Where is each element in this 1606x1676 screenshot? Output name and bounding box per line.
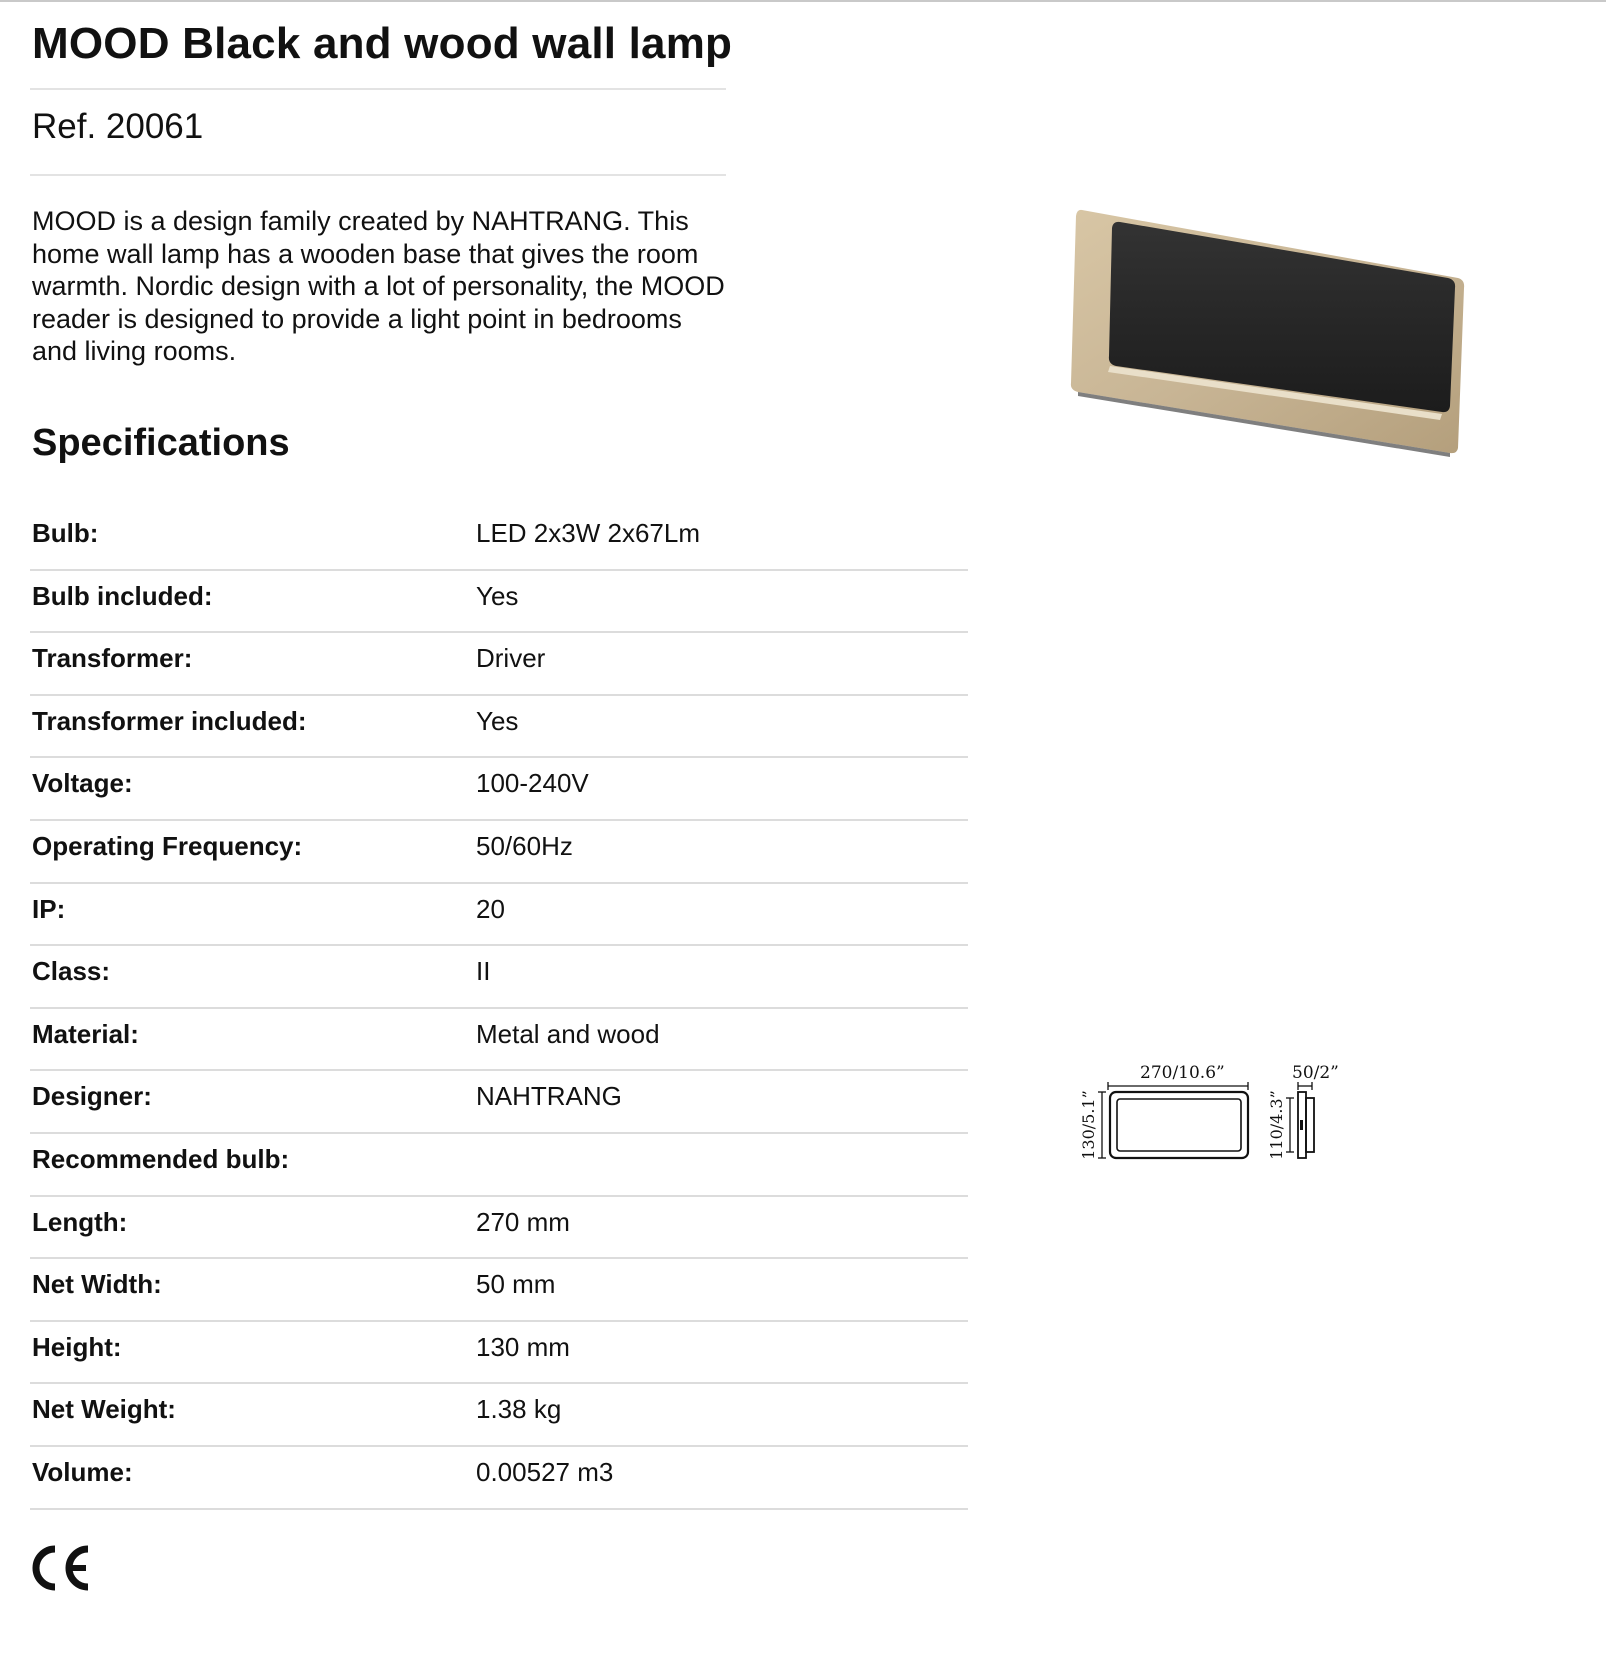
dimension-drawing: [1078, 1063, 1358, 1186]
spec-label: Material:: [32, 1018, 139, 1049]
spec-row-bulb: [30, 508, 968, 571]
ce-mark-icon: [28, 1544, 92, 1592]
spec-row-net-weight: [30, 1384, 968, 1447]
specifications-heading: Specifications: [32, 422, 290, 464]
spec-value: Yes: [476, 705, 519, 736]
spec-row-length: [30, 1197, 968, 1260]
spec-value: Yes: [476, 580, 519, 611]
spec-label: Length:: [32, 1206, 128, 1237]
spec-row-bulb-included: [30, 571, 968, 634]
product-title: MOOD Black and wood wall lamp: [32, 19, 733, 68]
spec-label: Net Width:: [32, 1269, 162, 1300]
spec-value: 0.00527 m3: [476, 1456, 614, 1487]
spec-row-transformer-included: [30, 696, 968, 759]
spec-label: Class:: [32, 956, 111, 987]
spec-value: LED 2x3W 2x67Lm: [476, 518, 700, 548]
spec-value: 1.38 kg: [476, 1394, 562, 1425]
dimension-inner-height-label: 110/4.3”: [1266, 1090, 1286, 1160]
spec-label: Operating Frequency:: [32, 830, 303, 861]
spec-row-volume: [30, 1447, 968, 1510]
spec-value: 50 mm: [476, 1269, 556, 1300]
dimension-length-label: 270/10.6”: [1140, 1063, 1225, 1083]
spec-label: Bulb:: [32, 518, 99, 548]
spec-label: Designer:: [32, 1081, 152, 1112]
spec-label: Transformer:: [32, 643, 193, 674]
spec-row-material: [30, 1009, 968, 1072]
title-divider: [30, 88, 726, 90]
spec-row-ip: [30, 884, 968, 947]
spec-row-designer: [30, 1071, 968, 1134]
spec-value: 50/60Hz: [476, 830, 573, 861]
spec-value: NAHTRANG: [476, 1081, 622, 1112]
spec-label: Bulb included:: [32, 580, 213, 611]
spec-label: IP:: [32, 893, 66, 924]
lamp-product-image: [1070, 208, 1470, 458]
top-rule: [0, 0, 1606, 2]
spec-row-transformer: [30, 633, 968, 696]
spec-row-voltage: [30, 758, 968, 821]
product-description: MOOD is a design family created by NAHTRANG. This home wall lamp has a wooden base that gives the room warmth. Nordic design with a lot of personality, the MOOD reader is designed to provide a light point in bedrooms and living rooms.: [32, 206, 725, 366]
spec-row-net-width: [30, 1259, 968, 1322]
spec-row-class: [30, 946, 968, 1009]
spec-label: Height:: [32, 1331, 122, 1362]
reference-divider: [30, 174, 726, 176]
spec-value: Driver: [476, 643, 546, 674]
spec-label: Net Weight:: [32, 1394, 176, 1425]
spec-value: Metal and wood: [476, 1018, 660, 1049]
dimension-lines: [1088, 1074, 1358, 1186]
spec-value: 270 mm: [476, 1206, 570, 1237]
spec-row-operating-frequency: [30, 821, 968, 884]
spec-row-height: [30, 1322, 968, 1385]
spec-label: Recommended bulb:: [32, 1143, 290, 1174]
dimension-height-label: 130/5.1”: [1078, 1090, 1098, 1160]
dimension-depth-label: 50/2”: [1292, 1063, 1339, 1083]
spec-label: Voltage:: [32, 768, 133, 799]
spec-value: II: [476, 956, 491, 987]
specifications-table: [30, 508, 968, 1510]
spec-row-recommended-bulb: [30, 1134, 968, 1197]
product-reference: Ref. 20061: [32, 107, 204, 146]
spec-value: 130 mm: [476, 1331, 570, 1362]
spec-value: 100-240V: [476, 768, 589, 799]
spec-label: Transformer included:: [32, 705, 307, 736]
spec-label: Volume:: [32, 1456, 133, 1487]
spec-value: 20: [476, 893, 505, 924]
